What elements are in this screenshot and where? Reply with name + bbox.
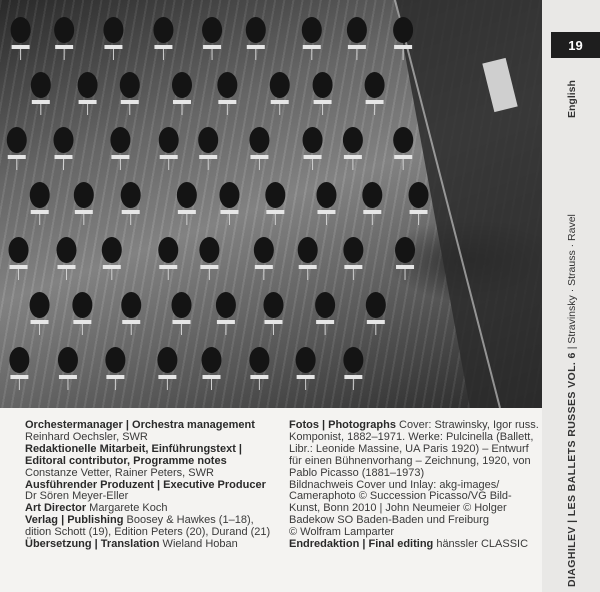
- credit-value: dition Schott (19), Edition Peters (20), Durand (21): [25, 526, 271, 539]
- credit-value: © Wolfram Lamparter: [289, 526, 395, 539]
- credit-role: Orchestermanager | Orchestra management: [25, 419, 255, 431]
- series-title: [566, 214, 578, 587]
- credit-value: Badekow SO Baden-Baden und Freiburg: [289, 514, 489, 527]
- credit-value: Libr.: Leonide Massine, UA Paris 1920) – Entwurf: [289, 442, 529, 455]
- page-number: 19: [551, 32, 600, 58]
- series-title-main: DIAGHILEV | LES BALLETS RUSSES VOL. 6: [566, 352, 578, 587]
- credit-role: Endredaktion | Final editing: [289, 538, 434, 551]
- credit-value: Dr Sören Meyer-Eller: [25, 490, 129, 503]
- credit-value: Komponist, 1882–1971. Werke: Pulcinella (Ballett,: [289, 430, 534, 443]
- credit-role: Art Director: [25, 502, 87, 515]
- credit-value: Kunst, Bonn 2010 | John Neumeier © Holger: [289, 502, 507, 515]
- credit-value: Cameraphoto © Succession Picasso/VG Bild-: [289, 490, 512, 503]
- credit-role: Editoral contributor, Programme notes: [25, 454, 227, 467]
- credit-value: Constanze Vetter, Rainer Peters, SWR: [25, 466, 214, 479]
- credit-role: Ausführender Produzent | Executive Producer: [25, 478, 266, 491]
- credits-left-line: [25, 539, 280, 551]
- credit-value: Reinhard Oechsler, SWR: [25, 430, 148, 443]
- credit-value: Bildnachweis Cover und Inlay: akg-images/: [289, 478, 500, 491]
- credit-value: hänssler CLASSIC: [433, 538, 529, 551]
- credits-right-line: [289, 539, 527, 551]
- credit-value: für einen Bühnenvorhang – Zeichnung, 1920, von: [289, 454, 531, 467]
- credit-role: Übersetzung | Translation: [25, 538, 160, 551]
- credit-value: Margarete Koch: [86, 502, 168, 515]
- credits-left-column: [25, 420, 280, 551]
- credit-role: Fotos | Photographs: [289, 419, 396, 431]
- credit-role: Verlag | Publishing: [25, 514, 124, 527]
- credit-role: Redaktionelle Mitarbeit, Einführungstext |: [25, 442, 242, 455]
- credit-value: Pablo Picasso (1881–1973): [289, 466, 425, 479]
- language-label: English: [566, 80, 578, 118]
- credit-value: Wieland Hoban: [159, 538, 238, 551]
- series-subtitle: | Stravinsky · Strauss · Ravel: [566, 214, 578, 353]
- credits-right-column: [289, 419, 539, 551]
- credit-value: Cover: Strawinsky, Igor russ.: [395, 419, 539, 431]
- credit-value: Boosey & Hawkes (1–18),: [123, 514, 254, 527]
